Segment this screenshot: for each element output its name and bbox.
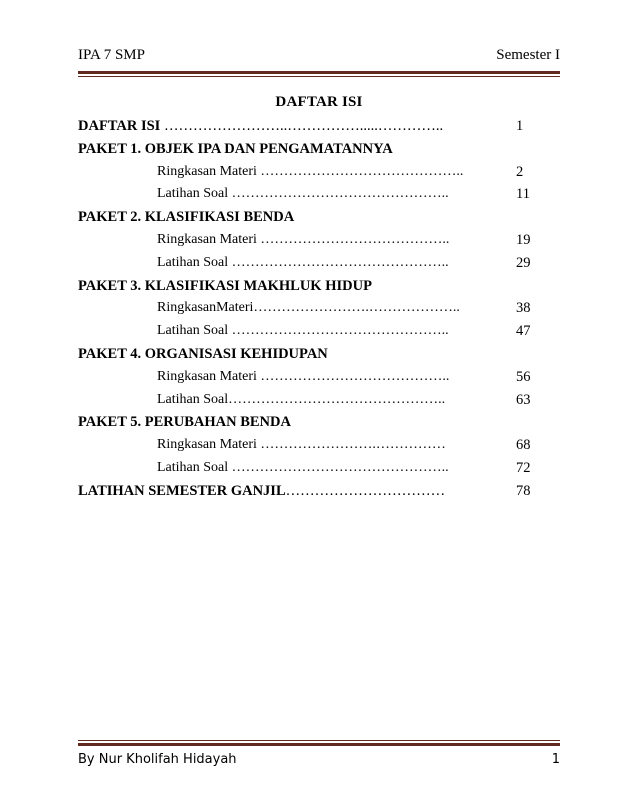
toc-page-number: 63 bbox=[516, 391, 531, 408]
toc-subentry-title: Latihan Soal ……………………………………….. bbox=[157, 254, 449, 270]
toc-subentry bbox=[78, 252, 560, 275]
toc-page-number: 68 bbox=[516, 437, 531, 454]
header-rule bbox=[78, 71, 560, 74]
toc-leader-dots: ……………………..…………….....………….. bbox=[160, 118, 444, 134]
toc-subentry-title: Ringkasan Materi ………………………………….. bbox=[157, 231, 450, 247]
toc-section bbox=[78, 411, 560, 434]
toc-section-title: PAKET 1. OBJEK IPA DAN PENGAMATANNYA bbox=[78, 140, 393, 157]
page-header bbox=[78, 47, 560, 69]
footer-rule bbox=[78, 743, 560, 746]
header-subject: IPA 7 SMP bbox=[78, 47, 145, 63]
footer-page-number: 1 bbox=[551, 752, 560, 767]
toc-subentry bbox=[78, 161, 560, 184]
toc-section bbox=[78, 206, 560, 229]
toc-entry-title: DAFTAR ISI bbox=[78, 118, 161, 134]
page-footer bbox=[78, 752, 560, 774]
footer-rule-thin bbox=[78, 740, 560, 741]
toc-subentry bbox=[78, 229, 560, 252]
toc-section-title: PAKET 5. PERUBAHAN BENDA bbox=[78, 414, 291, 431]
toc-subentry-title: Latihan Soal ……………………………………….. bbox=[157, 459, 449, 475]
toc-page-number: 2 bbox=[516, 163, 524, 180]
toc-subentry bbox=[78, 297, 560, 320]
toc-subentry-title: Ringkasan Materi …………………….…………… bbox=[157, 437, 446, 453]
toc-page-number: 29 bbox=[516, 254, 531, 271]
toc-subentry-title: Latihan Soal ……………………………………….. bbox=[157, 186, 449, 202]
toc-section-title: PAKET 3. KLASIFIKASI MAKHLUK HIDUP bbox=[78, 277, 372, 294]
toc-entry bbox=[78, 115, 560, 138]
toc-section bbox=[78, 138, 560, 161]
toc-subentry bbox=[78, 320, 560, 343]
toc-subentry bbox=[78, 457, 560, 480]
toc-entry bbox=[78, 480, 560, 503]
toc-subentry-title: RingkasanMateri…………………….……………….. bbox=[157, 300, 460, 316]
toc-page-number: 72 bbox=[516, 459, 531, 476]
toc-page-number: 78 bbox=[516, 482, 531, 499]
header-rule-thin bbox=[78, 76, 560, 77]
toc-page-number: 47 bbox=[516, 323, 531, 340]
toc-section-title: PAKET 4. ORGANISASI KEHIDUPAN bbox=[78, 345, 328, 362]
header-semester: Semester I bbox=[496, 47, 560, 63]
toc-entry-title: LATIHAN SEMESTER GANJIL bbox=[78, 482, 286, 499]
toc-subentry bbox=[78, 434, 560, 457]
toc-subentry-title: Ringkasan Materi ………………………………….. bbox=[157, 368, 450, 384]
toc-page-number: 11 bbox=[516, 186, 530, 203]
toc-section bbox=[78, 275, 560, 298]
toc-leader-dots: …………………………… bbox=[285, 482, 446, 499]
toc-subentry-title: Ringkasan Materi …………………………………….. bbox=[157, 163, 464, 179]
table-of-contents bbox=[78, 115, 560, 503]
toc-page-number: 19 bbox=[516, 231, 531, 248]
toc-section-title: PAKET 2. KLASIFIKASI BENDA bbox=[78, 209, 295, 226]
toc-subentry bbox=[78, 183, 560, 206]
toc-title: DAFTAR ISI bbox=[275, 94, 363, 110]
toc-subentry bbox=[78, 389, 560, 412]
toc-subentry-title: Latihan Soal ……………………………………….. bbox=[157, 323, 449, 339]
toc-subentry bbox=[78, 366, 560, 389]
footer-author: By Nur Kholifah Hidayah bbox=[78, 752, 237, 767]
toc-page-number: 56 bbox=[516, 368, 531, 385]
toc-page-number: 38 bbox=[516, 300, 531, 317]
toc-section bbox=[78, 343, 560, 366]
toc-page-number: 1 bbox=[516, 118, 524, 134]
toc-subentry-title: Latihan Soal……………………………………….. bbox=[157, 391, 446, 407]
